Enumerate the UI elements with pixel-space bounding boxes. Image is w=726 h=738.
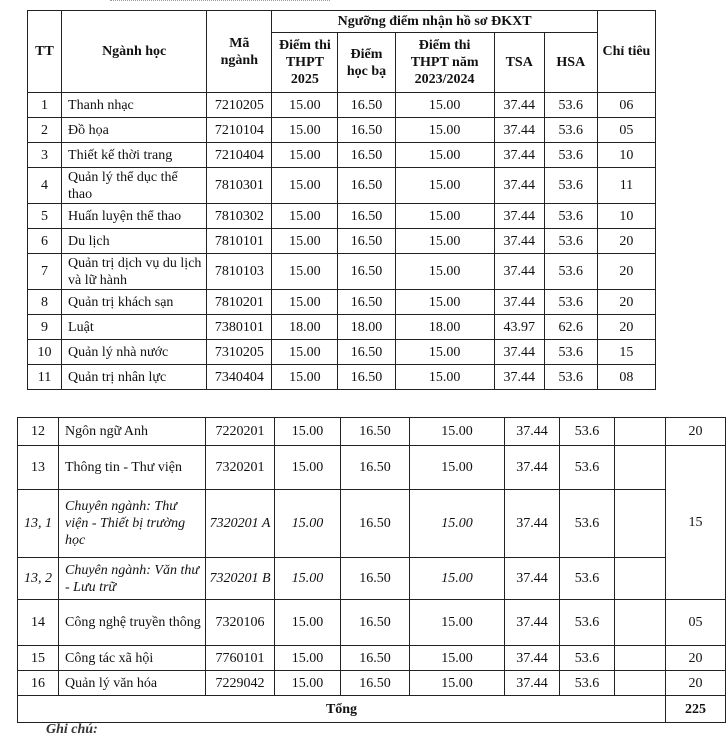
cell-hoc-ba: 16.50 [338, 168, 395, 204]
cell-chi-tieu: 05 [666, 600, 726, 646]
cell-hoc-ba: 16.50 [338, 229, 395, 254]
cell-ma-nganh: 7810101 [207, 229, 272, 254]
cell-thpt-2025: 15.00 [272, 290, 338, 315]
cropped-caption-line [110, 0, 330, 7]
cell-thpt-2025: 15.00 [275, 446, 341, 490]
cell-ma-nganh: 7810201 [207, 290, 272, 315]
cell-thpt-2025: 18.00 [272, 315, 338, 340]
cell-tt: 3 [28, 143, 62, 168]
cell-chi-tieu: 20 [597, 290, 655, 315]
cell-nganh: Ngôn ngữ Anh [59, 418, 206, 446]
table-row [18, 418, 726, 446]
table-row [18, 558, 726, 600]
cell-thpt-2025: 15.00 [272, 229, 338, 254]
table-row [28, 340, 656, 365]
cell-tsa: 43.97 [494, 315, 544, 340]
cell-hsa: 53.6 [544, 229, 597, 254]
cell-thpt-2023-2024: 15.00 [395, 290, 494, 315]
cell-tt: 1 [28, 93, 62, 118]
cell-hsa: 53.6 [560, 600, 615, 646]
cell-thpt-2025: 15.00 [275, 600, 341, 646]
table-row [28, 118, 656, 143]
cell-tsa: 37.44 [494, 118, 544, 143]
cell-hoc-ba: 16.50 [341, 490, 410, 558]
cell-thpt-2025: 15.00 [275, 490, 341, 558]
cell-hsa: 53.6 [560, 558, 615, 600]
cell-nganh: Quản lý nhà nước [62, 340, 207, 365]
table-row [28, 365, 656, 390]
cell-nganh: Luật [62, 315, 207, 340]
cell-hsa: 53.6 [560, 490, 615, 558]
total-label: Tổng [18, 696, 666, 723]
cell-chi-tieu: 08 [597, 365, 655, 390]
cell-nganh: Công tác xã hội [59, 646, 206, 671]
cell-thpt-2023-2024: 15.00 [395, 168, 494, 204]
cell-hoc-ba: 18.00 [338, 315, 395, 340]
cell-tt: 13, 2 [18, 558, 59, 600]
cell-ma-nganh: 7810301 [207, 168, 272, 204]
cell-hoc-ba: 16.50 [338, 254, 395, 290]
cell-ma-nganh: 7810302 [207, 204, 272, 229]
admission-table-part-2 [17, 417, 726, 723]
cell-tt: 8 [28, 290, 62, 315]
cell-hsa: 53.6 [560, 671, 615, 696]
header-hsa: HSA [544, 33, 597, 93]
cell-tsa: 37.44 [505, 446, 560, 490]
cell-tsa: 37.44 [494, 254, 544, 290]
cell-chi-tieu: 10 [597, 204, 655, 229]
table-row [28, 168, 656, 204]
cell-thpt-2023-2024: 15.00 [395, 365, 494, 390]
spacer-cell [615, 671, 666, 696]
cell-thpt-2023-2024: 15.00 [395, 118, 494, 143]
cell-ma-nganh: 7320106 [206, 600, 275, 646]
cell-ma-nganh: 7340404 [207, 365, 272, 390]
cell-chi-tieu: 20 [666, 418, 726, 446]
cell-tt: 7 [28, 254, 62, 290]
cell-nganh: Thông tin - Thư viện [59, 446, 206, 490]
cell-hoc-ba: 16.50 [338, 290, 395, 315]
cell-tsa: 37.44 [494, 229, 544, 254]
cell-tsa: 37.44 [494, 340, 544, 365]
table-row [18, 646, 726, 671]
cell-ma-nganh: 7220201 [206, 418, 275, 446]
cell-hoc-ba: 16.50 [341, 671, 410, 696]
cell-chi-tieu-group: 15 [666, 446, 726, 600]
cell-nganh: Quản lý thể dục thể thao [62, 168, 207, 204]
cell-tsa: 37.44 [505, 646, 560, 671]
header-ma-nganh: Mã ngành [207, 11, 272, 93]
cell-thpt-2025: 15.00 [272, 365, 338, 390]
table-row [28, 290, 656, 315]
table-row [28, 204, 656, 229]
cell-chi-tieu: 20 [597, 229, 655, 254]
cell-thpt-2023-2024: 15.00 [410, 558, 505, 600]
cell-nganh: Quản lý văn hóa [59, 671, 206, 696]
cell-hoc-ba: 16.50 [338, 365, 395, 390]
cell-thpt-2023-2024: 15.00 [410, 600, 505, 646]
cell-thpt-2025: 15.00 [272, 204, 338, 229]
cell-chi-tieu: 20 [666, 671, 726, 696]
cell-hsa: 53.6 [544, 168, 597, 204]
cell-ma-nganh: 7210404 [207, 143, 272, 168]
total-value: 225 [666, 696, 726, 723]
cell-ma-nganh: 7760101 [206, 646, 275, 671]
cell-thpt-2023-2024: 15.00 [395, 254, 494, 290]
cell-hoc-ba: 16.50 [338, 204, 395, 229]
header-chi-tieu: Chỉ tiêu [597, 11, 655, 93]
cell-hoc-ba: 16.50 [338, 340, 395, 365]
table-row [18, 671, 726, 696]
table-row [18, 490, 726, 558]
spacer-cell [615, 600, 666, 646]
table-row [28, 93, 656, 118]
cell-ma-nganh: 7380101 [207, 315, 272, 340]
cell-tsa: 37.44 [505, 490, 560, 558]
cell-nganh: Quản trị nhân lực [62, 365, 207, 390]
table-row [18, 600, 726, 646]
header-nganh: Ngành học [62, 11, 207, 93]
cell-chi-tieu: 15 [597, 340, 655, 365]
header-tsa: TSA [494, 33, 544, 93]
cell-hoc-ba: 16.50 [338, 93, 395, 118]
cell-tt: 6 [28, 229, 62, 254]
cell-hoc-ba: 16.50 [338, 143, 395, 168]
cell-tsa: 37.44 [505, 558, 560, 600]
header-thpt-2023-2024: Điểm thi THPT năm 2023/2024 [395, 33, 494, 93]
spacer-cell [615, 446, 666, 490]
cell-thpt-2025: 15.00 [272, 168, 338, 204]
cell-nganh: Quản trị dịch vụ du lịch và lữ hành [62, 254, 207, 290]
cell-tsa: 37.44 [505, 418, 560, 446]
cell-thpt-2025: 15.00 [275, 558, 341, 600]
header-hoc-ba: Điểm học bạ [338, 33, 395, 93]
cell-thpt-2023-2024: 18.00 [395, 315, 494, 340]
cell-ma-nganh: 7210205 [207, 93, 272, 118]
cell-tt: 10 [28, 340, 62, 365]
total-row [18, 696, 726, 723]
cell-thpt-2023-2024: 15.00 [395, 143, 494, 168]
cell-hsa: 53.6 [544, 204, 597, 229]
cell-thpt-2023-2024: 15.00 [395, 340, 494, 365]
cell-thpt-2025: 15.00 [275, 671, 341, 696]
table-row [28, 254, 656, 290]
cell-thpt-2023-2024: 15.00 [410, 446, 505, 490]
cell-tt: 13 [18, 446, 59, 490]
cell-ma-nganh: 7310205 [207, 340, 272, 365]
cell-hoc-ba: 16.50 [341, 446, 410, 490]
header-thpt-2025: Điểm thi THPT 2025 [272, 33, 338, 93]
cell-hsa: 53.6 [544, 290, 597, 315]
cell-thpt-2025: 15.00 [275, 418, 341, 446]
table-row [18, 446, 726, 490]
cell-hoc-ba: 16.50 [338, 118, 395, 143]
cell-hsa: 62.6 [544, 315, 597, 340]
cell-hsa: 53.6 [544, 340, 597, 365]
cell-thpt-2025: 15.00 [272, 340, 338, 365]
cell-nganh: Thanh nhạc [62, 93, 207, 118]
cell-nganh: Chuyên ngành: Văn thư - Lưu trữ [59, 558, 206, 600]
cell-chi-tieu: 10 [597, 143, 655, 168]
cell-thpt-2023-2024: 15.00 [395, 229, 494, 254]
cell-nganh: Huấn luyện thể thao [62, 204, 207, 229]
cell-ma-nganh: 7320201 B [206, 558, 275, 600]
admission-table-part-1 [27, 10, 656, 390]
cell-chi-tieu: 20 [597, 315, 655, 340]
cell-tsa: 37.44 [505, 600, 560, 646]
cell-tsa: 37.44 [494, 93, 544, 118]
cell-thpt-2025: 15.00 [272, 118, 338, 143]
cell-ma-nganh: 7210104 [207, 118, 272, 143]
cell-chi-tieu: 20 [597, 254, 655, 290]
header-tt: TT [28, 11, 62, 93]
cell-thpt-2025: 15.00 [272, 254, 338, 290]
cell-nganh: Chuyên ngành: Thư viện - Thiết bị trường học [59, 490, 206, 558]
table-row [28, 315, 656, 340]
cell-hsa: 53.6 [560, 646, 615, 671]
cell-nganh: Quản trị khách sạn [62, 290, 207, 315]
cell-ma-nganh: 7810103 [207, 254, 272, 290]
cell-thpt-2023-2024: 15.00 [410, 418, 505, 446]
cell-thpt-2023-2024: 15.00 [395, 93, 494, 118]
cell-thpt-2023-2024: 15.00 [410, 646, 505, 671]
table-row [28, 143, 656, 168]
cell-hoc-ba: 16.50 [341, 418, 410, 446]
table-row [28, 229, 656, 254]
cell-tt: 12 [18, 418, 59, 446]
cell-tt: 14 [18, 600, 59, 646]
cell-tsa: 37.44 [505, 671, 560, 696]
cell-tt: 15 [18, 646, 59, 671]
footnote: Ghi chú: [46, 722, 98, 737]
cell-thpt-2023-2024: 15.00 [395, 204, 494, 229]
cell-ma-nganh: 7320201 A [206, 490, 275, 558]
cell-tsa: 37.44 [494, 143, 544, 168]
cell-tsa: 37.44 [494, 365, 544, 390]
header-nguong: Ngưỡng điểm nhận hồ sơ ĐKXT [272, 11, 598, 33]
cell-nganh: Công nghệ truyền thông [59, 600, 206, 646]
cell-ma-nganh: 7229042 [206, 671, 275, 696]
cell-thpt-2025: 15.00 [272, 143, 338, 168]
cell-tt: 4 [28, 168, 62, 204]
cell-tt: 16 [18, 671, 59, 696]
cell-thpt-2025: 15.00 [275, 646, 341, 671]
cell-tsa: 37.44 [494, 290, 544, 315]
spacer-cell [615, 490, 666, 558]
cell-thpt-2025: 15.00 [272, 93, 338, 118]
cell-hsa: 53.6 [560, 446, 615, 490]
cell-chi-tieu: 05 [597, 118, 655, 143]
cell-thpt-2023-2024: 15.00 [410, 671, 505, 696]
cell-tsa: 37.44 [494, 168, 544, 204]
cell-hsa: 53.6 [544, 365, 597, 390]
cell-tt: 11 [28, 365, 62, 390]
cell-hsa: 53.6 [544, 143, 597, 168]
cell-tt: 9 [28, 315, 62, 340]
cell-tt: 5 [28, 204, 62, 229]
cell-tt: 2 [28, 118, 62, 143]
cell-chi-tieu: 06 [597, 93, 655, 118]
cell-tsa: 37.44 [494, 204, 544, 229]
cell-thpt-2023-2024: 15.00 [410, 490, 505, 558]
cell-nganh: Thiết kế thời trang [62, 143, 207, 168]
spacer-cell [615, 418, 666, 446]
cell-hsa: 53.6 [560, 418, 615, 446]
cell-ma-nganh: 7320201 [206, 446, 275, 490]
cell-hoc-ba: 16.50 [341, 600, 410, 646]
spacer-cell [615, 558, 666, 600]
cell-chi-tieu: 20 [666, 646, 726, 671]
cell-chi-tieu: 11 [597, 168, 655, 204]
spacer-cell [615, 646, 666, 671]
cell-nganh: Đồ họa [62, 118, 207, 143]
cell-nganh: Du lịch [62, 229, 207, 254]
cell-hsa: 53.6 [544, 118, 597, 143]
cell-tt: 13, 1 [18, 490, 59, 558]
cell-hoc-ba: 16.50 [341, 646, 410, 671]
cell-hoc-ba: 16.50 [341, 558, 410, 600]
cell-hsa: 53.6 [544, 93, 597, 118]
cell-hsa: 53.6 [544, 254, 597, 290]
